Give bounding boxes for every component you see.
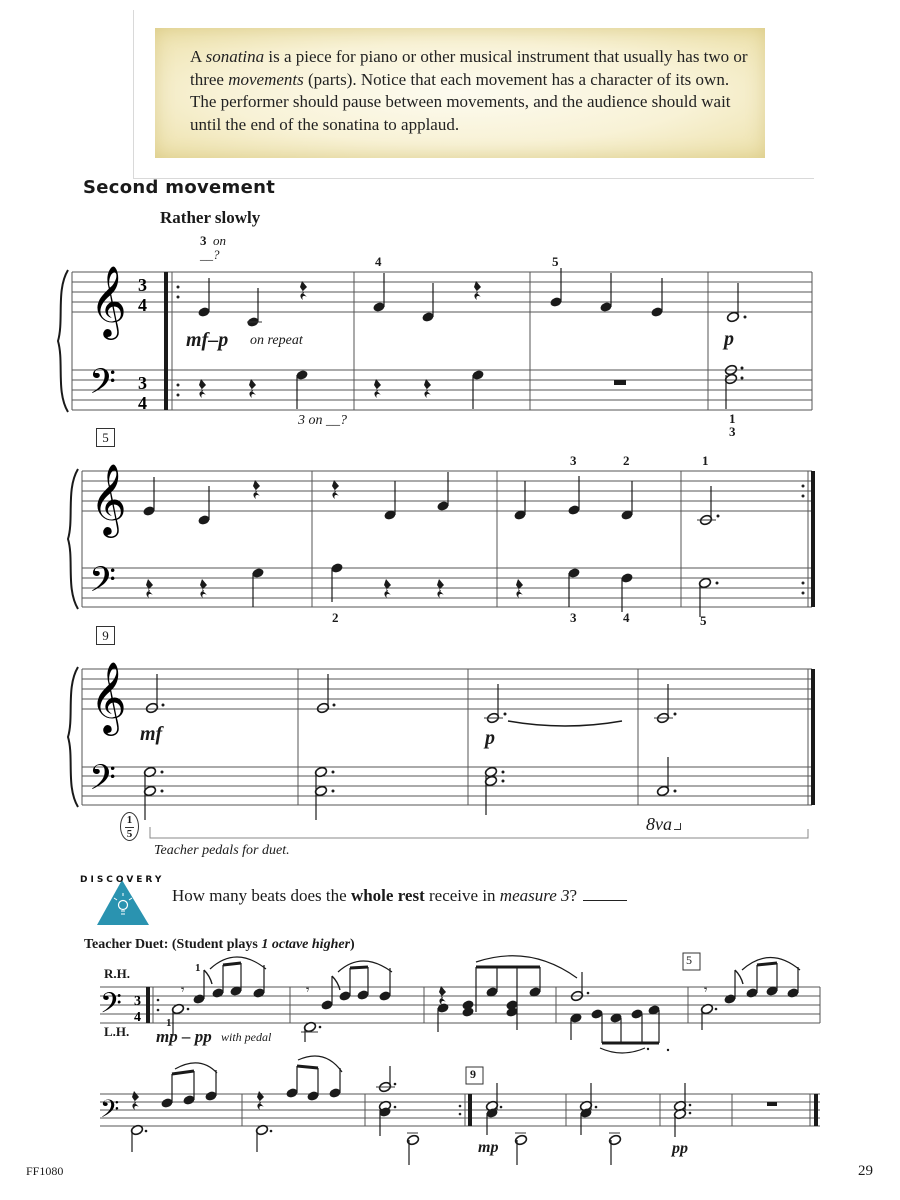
dynamic-marking: mf [140, 723, 163, 745]
callout-text-run: A [190, 47, 206, 66]
finger-number: 1 [195, 962, 201, 974]
svg-text:4: 4 [134, 1010, 141, 1025]
hint-blank: __? [200, 247, 220, 262]
finger-number: 3 [570, 453, 577, 468]
finger-number: 1 [166, 1017, 172, 1029]
treble-clef-icon: 𝄞 [90, 264, 127, 337]
duet-title [84, 937, 355, 953]
system-3 [68, 660, 815, 838]
discovery-question [172, 886, 627, 906]
question-text: receive in [424, 886, 500, 905]
svg-text:3: 3 [138, 373, 147, 393]
finger-number: 1 [702, 453, 709, 468]
lh-label: L.H. [104, 1024, 130, 1039]
svg-text:3: 3 [134, 994, 141, 1009]
duet-title-italic: 1 octave higher [261, 937, 351, 952]
finger-number-top: 1 [126, 814, 133, 826]
measure-number: 5 [686, 953, 692, 967]
page-number: 29 [858, 1163, 873, 1179]
rh-label: R.H. [104, 966, 130, 981]
measure-number: 9 [470, 1067, 476, 1081]
svg-text:𝄾: 𝄾 [704, 983, 708, 998]
discovery-label: DISCOVERY [80, 875, 165, 885]
finger-circle [120, 812, 139, 841]
answer-blank[interactable] [583, 886, 627, 901]
svg-text:𝄾: 𝄾 [181, 983, 185, 998]
callout-italic-term: movements [228, 69, 304, 89]
dynamic-marking: p [724, 328, 734, 350]
lightbulb-triangle-icon [97, 880, 149, 925]
svg-text:4: 4 [138, 393, 147, 413]
callout-text-run: is a piece for piano or other musical instrument that usually has two or three [190, 47, 748, 89]
whole-rest-icon [767, 1102, 777, 1106]
finger-number: 4 [623, 610, 630, 625]
tie [508, 721, 622, 726]
finger-number: 3 [570, 610, 577, 625]
treble-clef-icon: 𝄞 [90, 660, 127, 733]
tempo-marking: Rather slowly [160, 208, 261, 227]
system-1 [58, 264, 812, 413]
finger-number: 3 [729, 424, 736, 439]
hint-text: on [213, 233, 226, 248]
question-bold: whole rest [350, 886, 425, 905]
measure-number-box: 9 [96, 626, 115, 645]
bass-clef-icon: 𝄢 [89, 361, 117, 410]
duet-staff-2 [100, 1056, 820, 1165]
book-code: FF1080 [26, 1164, 64, 1178]
dynamic-marking: p [485, 727, 495, 749]
finger-number: 1 [729, 411, 736, 426]
question-text: How many beats does the [172, 886, 351, 905]
treble-clef-icon: 𝄞 [90, 462, 127, 535]
finger-number: 2 [623, 453, 630, 468]
svg-text:𝄾: 𝄾 [306, 983, 310, 998]
finger-number: 5 [552, 254, 559, 269]
duet-title-text: Teacher Duet: (Student plays [84, 937, 262, 952]
pedal-note: Teacher pedals for duet. [154, 843, 290, 858]
dynamic-note: with pedal [221, 1030, 272, 1044]
dynamic-marking: pp [672, 1140, 688, 1157]
duet-title-text: ) [350, 937, 355, 952]
dynamic-marking: mp – pp [156, 1027, 212, 1046]
bass-clef-icon: 𝄢 [100, 987, 122, 1027]
dynamic-marking: mf–p [186, 329, 229, 351]
finger-number: 5 [700, 613, 707, 628]
fingering-question: 3 on __? [298, 413, 347, 428]
section-title: Second movement [83, 177, 276, 198]
finger-number: 3 [200, 233, 207, 248]
question-italic: measure 3 [499, 886, 570, 905]
system-2 [68, 462, 815, 617]
finger-number: 4 [375, 254, 382, 269]
finger-number-bottom: 5 [126, 828, 133, 840]
bass-clef-icon: 𝄢 [89, 559, 117, 608]
dynamic-marking: mp [478, 1139, 499, 1156]
ottava-text: 8va [646, 814, 672, 834]
bass-clef-icon: 𝄢 [100, 1095, 120, 1130]
svg-text:4: 4 [138, 295, 147, 315]
whole-rest-icon [614, 380, 626, 385]
measure-number-box: 5 [96, 428, 115, 447]
bass-clef-icon: 𝄢 [89, 757, 117, 806]
svg-text:3: 3 [138, 275, 147, 295]
question-text: ? [569, 886, 578, 905]
callout-italic-term: sonatina [205, 47, 265, 66]
dynamic-note: on repeat [250, 333, 303, 348]
ottava-marking [646, 814, 681, 835]
callout-text-run: (parts). Notice that each movement has a character of its own. The performer should pause between movements, and the audience should wait until the end of the sonatina to applaud. [190, 69, 731, 134]
ottava-bracket [674, 823, 681, 830]
finger-number: 2 [332, 610, 339, 625]
